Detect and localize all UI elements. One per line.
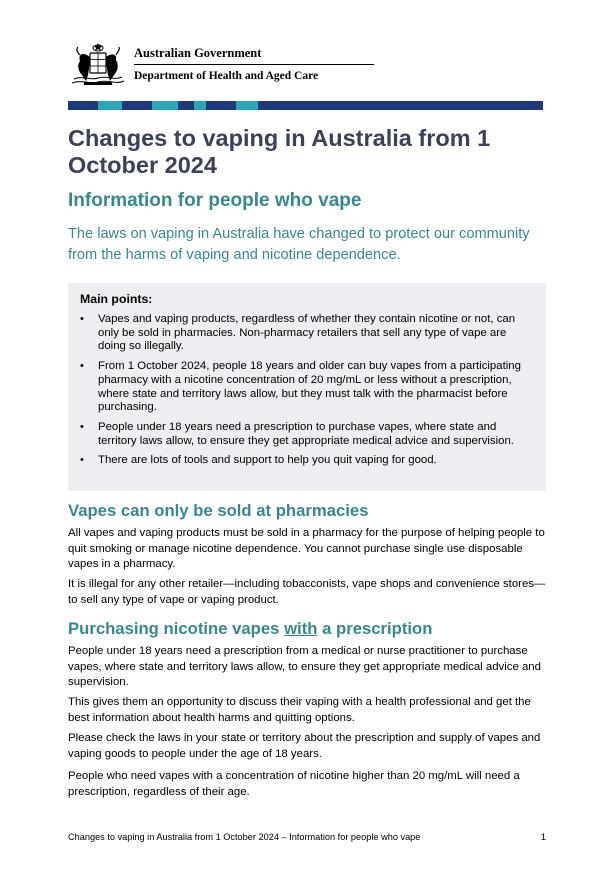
- paragraph: All vapes and vaping products must be sold in a pharmacy for the purpose of helping people to quit smoking or manage nicotine dependence. You cannot purchase single use disposable vapes in a pharmacy.: [68, 527, 545, 570]
- section-heading-pharmacies: Vapes can only be sold at pharmacies: [68, 501, 369, 520]
- heading-text-underlined: with: [284, 619, 318, 638]
- paragraph: It is illegal for any other retailer—including tobacconists, vape shops and convenience stores—to sell any type of vape or vaping product.: [68, 578, 546, 606]
- footer-text: Changes to vaping in Australia from 1 October 2024 – Information for people who vape: [68, 832, 421, 842]
- heading-text-start: Purchasing nicotine vapes: [68, 619, 285, 638]
- government-wordmark: [134, 46, 374, 83]
- paragraph: People under 18 years need a prescription from a medical or nurse practitioner to purchase vapes, where state and territory laws allow, to ensure they get appropriate medical advice and supervision.: [68, 645, 541, 688]
- main-points-list: [80, 313, 534, 468]
- list-item: • There are lots of tools and support to help you quit vaping for good.: [80, 454, 534, 468]
- government-name: Australian Government: [134, 46, 374, 65]
- list-item: • Vapes and vaping products, regardless of whether they contain nicotine or not, can only be sold in pharmacies. Non-pharmacy retailers that sell any type of vape are doing so illegally.: [80, 313, 534, 354]
- department-name: Department of Health and Aged Care: [134, 69, 319, 82]
- heading-text-end: a prescription: [317, 619, 433, 638]
- paragraph: People who need vapes with a concentration of nicotine higher than 20 mg/mL will need a prescription, regardless of their age.: [68, 770, 520, 798]
- page-title: Changes to vaping in Australia from 1 October 2024: [68, 125, 491, 178]
- page-footer: [68, 831, 546, 843]
- page-number: 1: [540, 832, 546, 842]
- main-points-box: [68, 283, 546, 491]
- coat-of-arms-icon: [68, 41, 128, 87]
- main-points-heading: Main points:: [80, 292, 153, 306]
- list-item: • From 1 October 2024, people 18 years and older can buy vapes from a participating pharmacy with a nicotine concentration of 20 mg/mL or less without a prescription, where state and territory laws allow, but they must talk with the pharmacist before purchasing.: [80, 360, 534, 415]
- paragraph: This gives them an opportunity to discuss their vaping with a health professional and get the best information about health harms and quitting options.: [68, 696, 531, 724]
- page-subtitle: Information for people who vape: [68, 190, 362, 211]
- list-item: • People under 18 years need a prescription to purchase vapes, where state and territory laws allow, to ensure they get appropriate medical advice and supervision.: [80, 421, 534, 448]
- government-header: [68, 40, 374, 88]
- intro-paragraph: The laws on vaping in Australia have changed to protect our community from the harms of vaping and nicotine dependence.: [68, 226, 530, 263]
- section-heading-prescription: [68, 619, 432, 639]
- brand-stripe: [68, 101, 543, 110]
- paragraph: Please check the laws in your state or territory about the prescription and supply of vapes and vaping goods to people under the age of 18 years.: [68, 732, 541, 760]
